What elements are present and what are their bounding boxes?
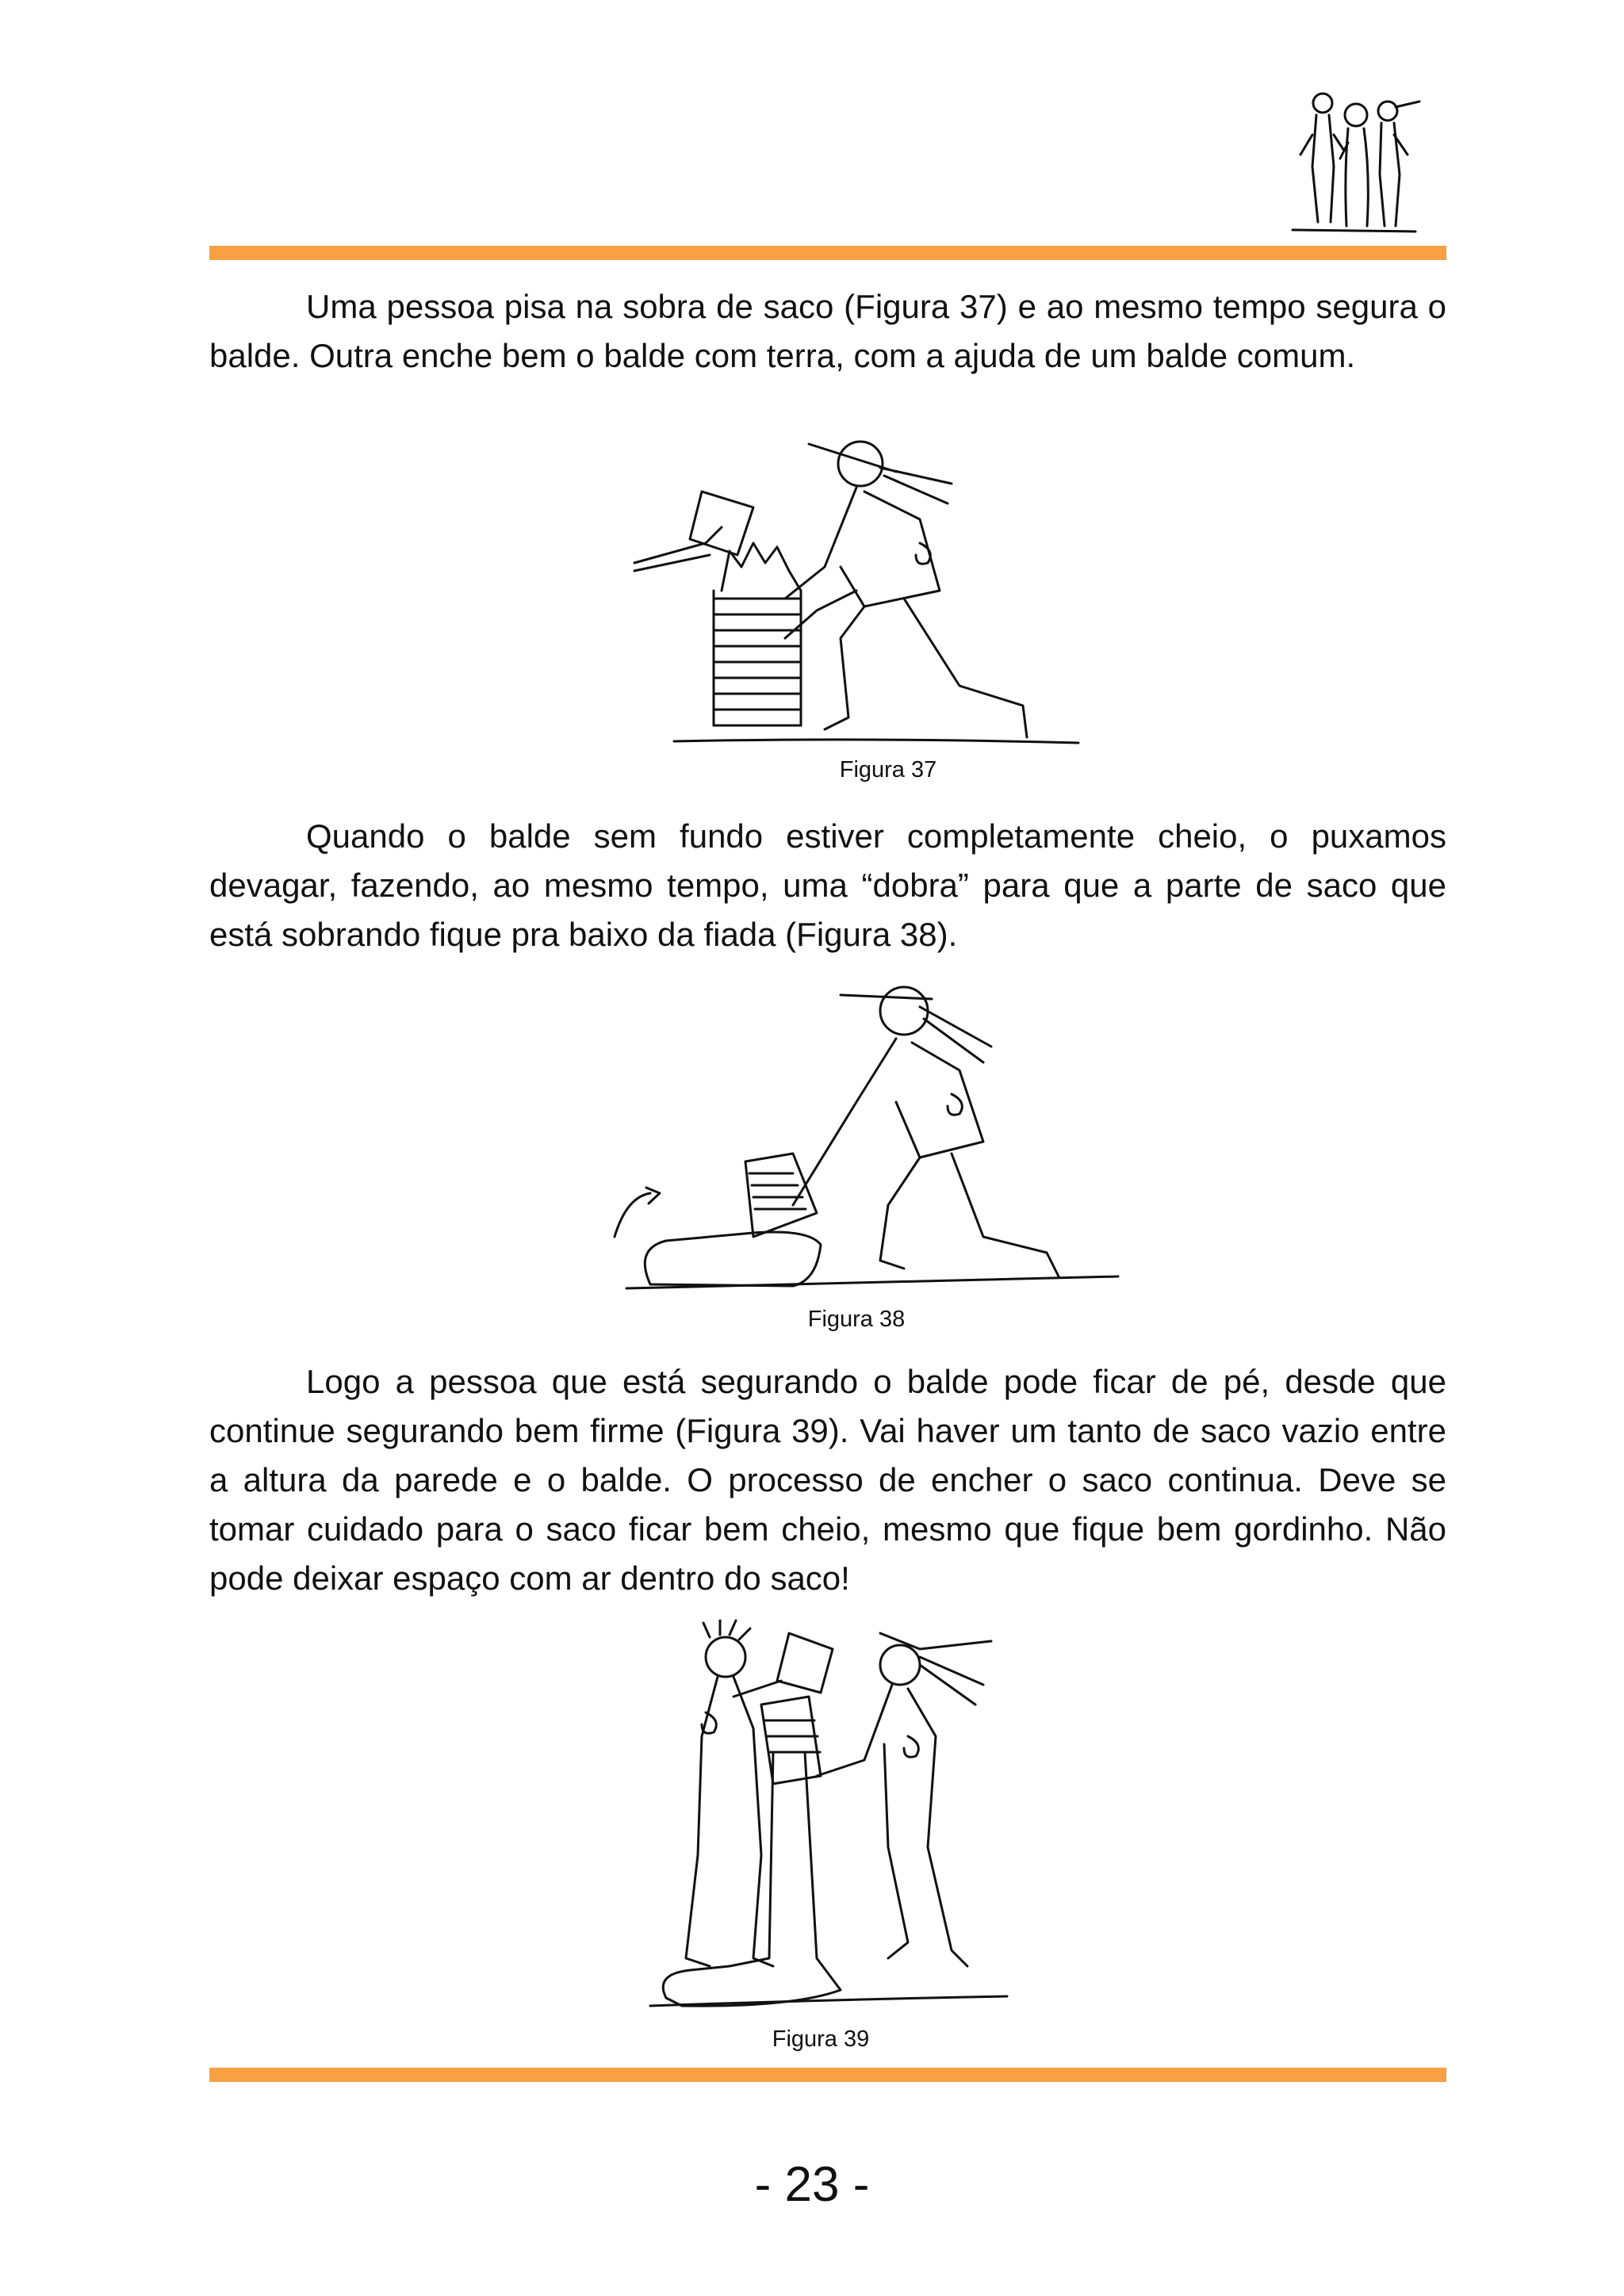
page-number: - 23 - [754, 2157, 870, 2212]
bottom-orange-rule [209, 2068, 1446, 2082]
figure-38-caption: Figura 38 [807, 1307, 906, 1332]
paragraph-1: Uma pessoa pisa na sobra de saco (Figura 37) e ao mesmo tempo segura o balde. Outra enche bem o balde com terra, com a ajuda de um balde comum. [209, 288, 1446, 374]
header-illustration [1269, 79, 1427, 238]
figure-37-illustration [626, 432, 1086, 757]
top-orange-rule [209, 246, 1446, 260]
figure-39-caption: Figura 39 [772, 2026, 870, 2052]
paragraph-3: Logo a pessoa que está segurando o balde pode ficar de pé, desde que continue segurando bem firme (Figura 39). Vai haver um tanto de saco vazio entre a altura da parede e o balde. O processo de encher o saco continua. Deve se tomar cuidado para o saco ficar bem cheio, mesmo que fique bem gordinho. Não pode deixar espaço com ar dentro do saco! [209, 1363, 1446, 1597]
paragraph-2: Quando o balde sem fundo estiver completamente cheio, o puxamos devagar, fazendo, ao mesmo tempo, uma “dobra” para que a parte de saco que está sobrando fique pra baixo da fiada (Figura 38). [209, 817, 1446, 953]
figure-38-illustration [603, 975, 1126, 1300]
figure-37-caption: Figura 37 [839, 757, 937, 783]
figure-39-illustration [634, 1617, 1015, 2014]
